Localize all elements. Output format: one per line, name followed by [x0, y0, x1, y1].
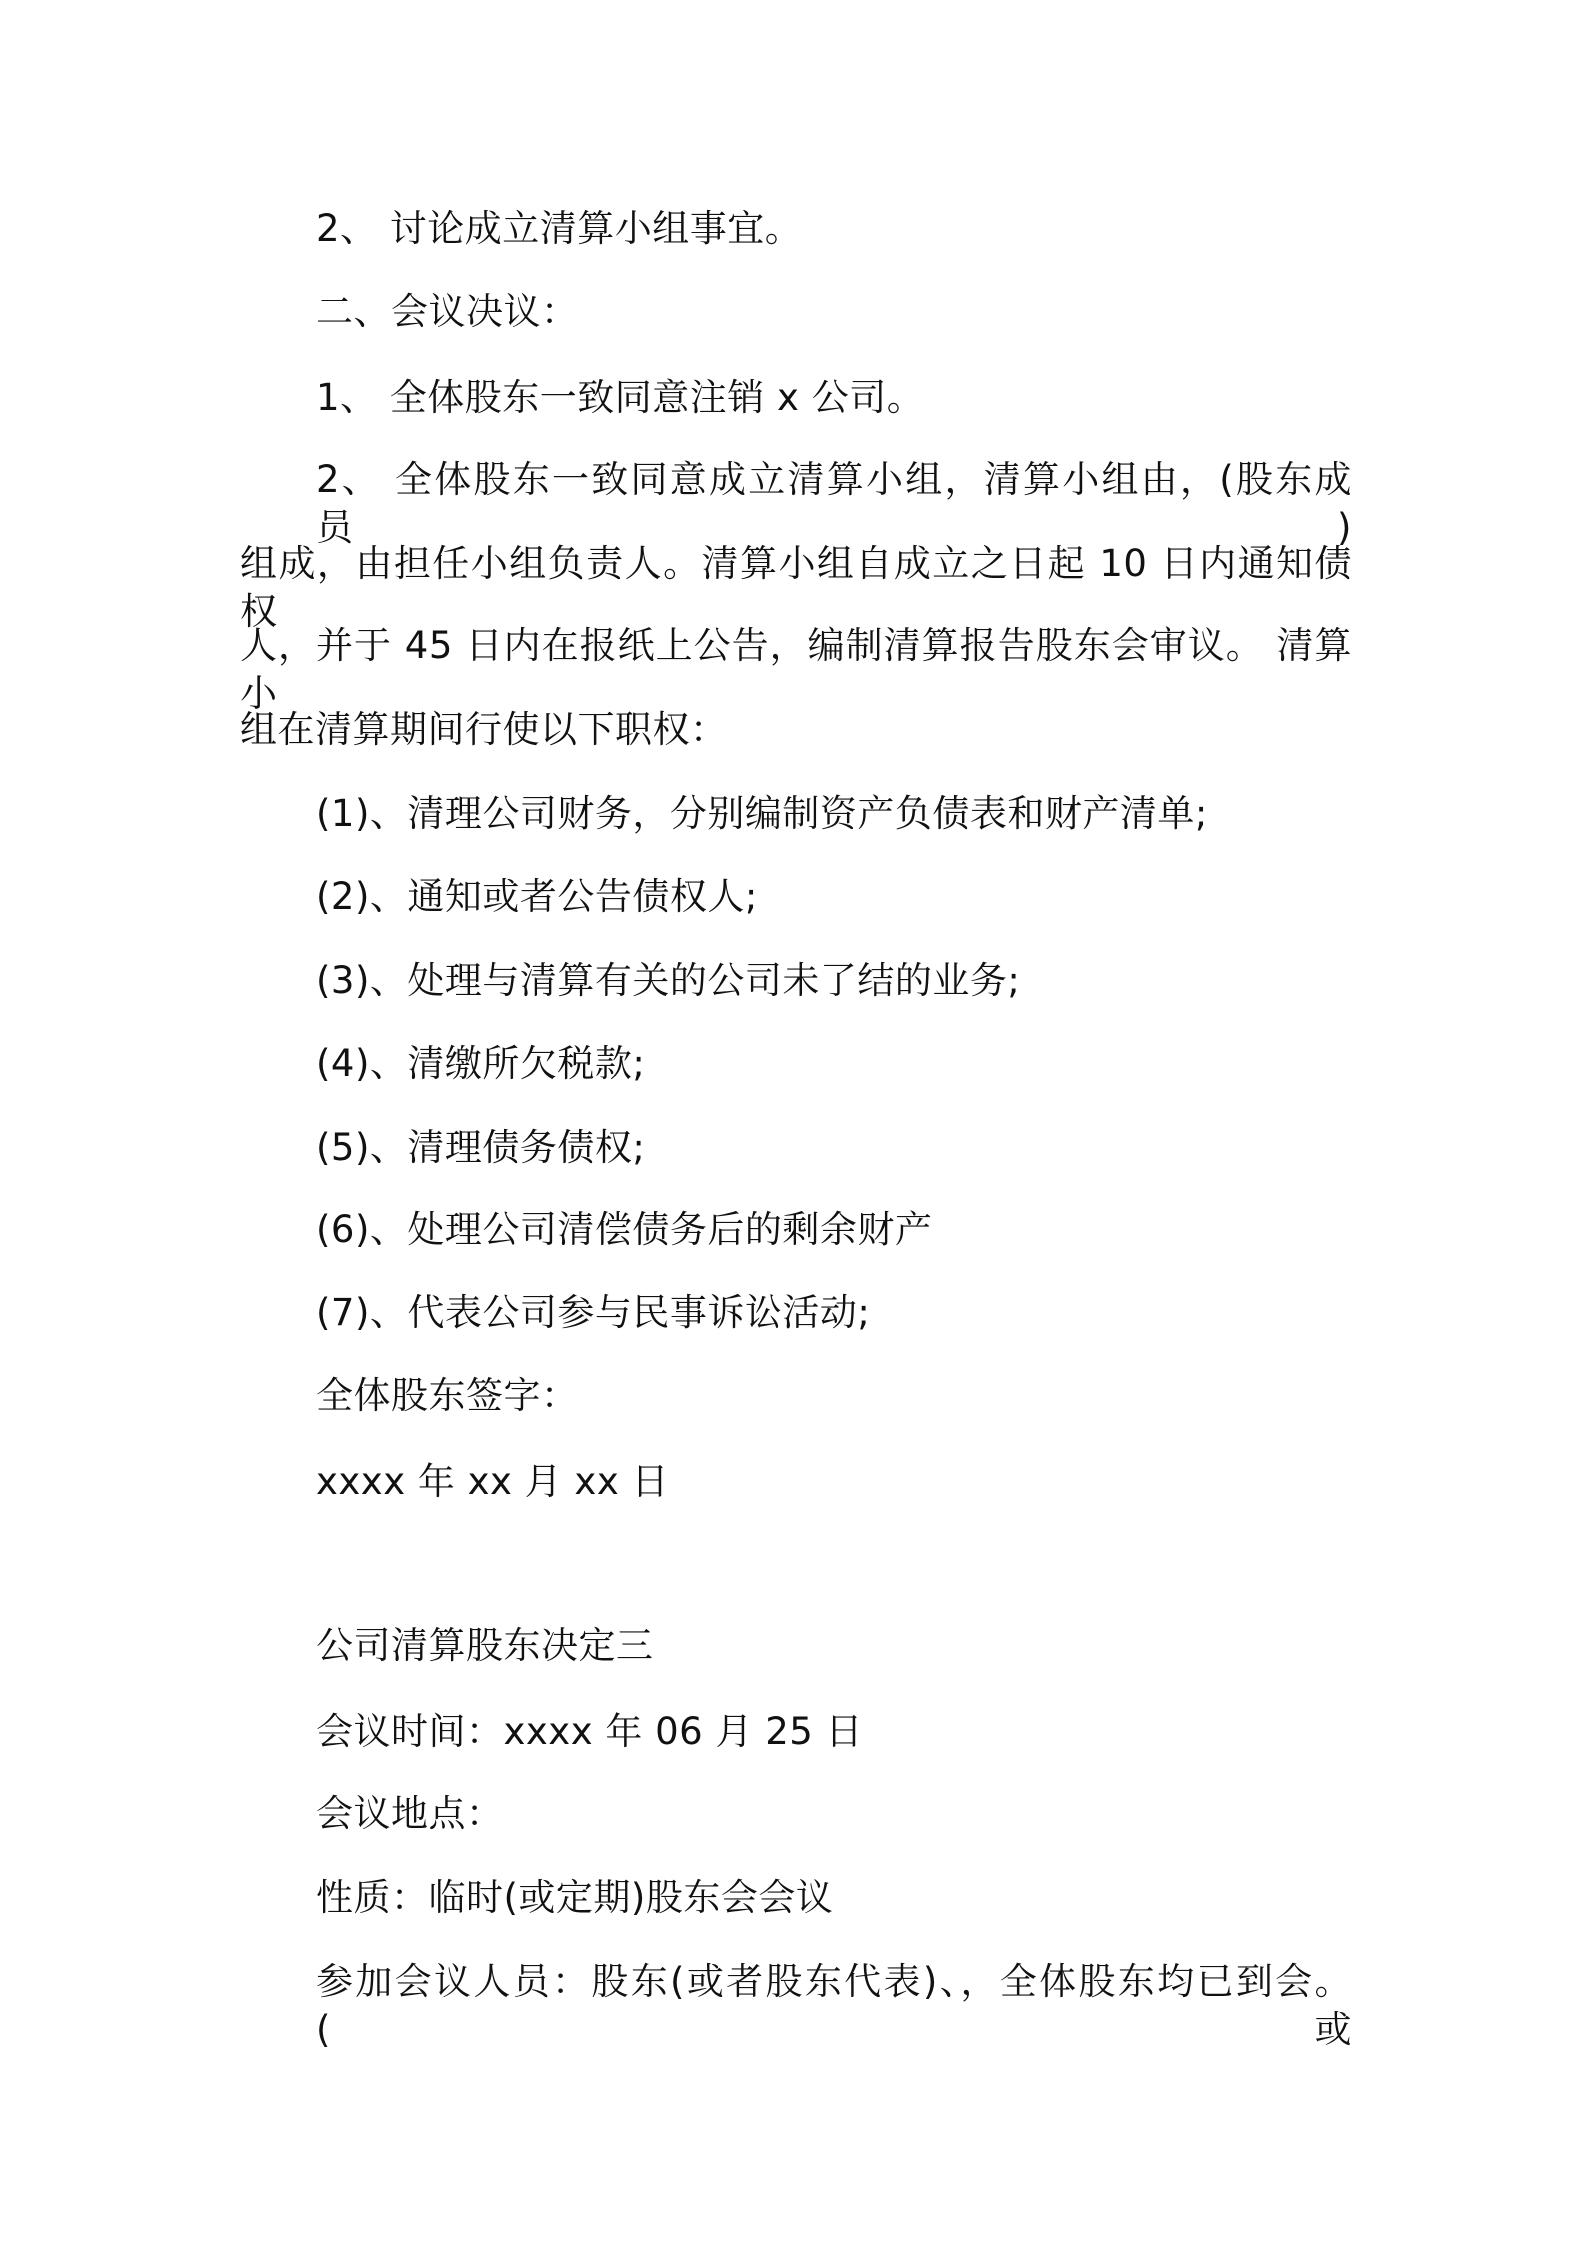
resolution-item-2-line-4: 组在清算期间行使以下职权： — [240, 708, 728, 751]
section-title: 公司清算股东决定三 — [316, 1624, 654, 1667]
shareholder-signature-label: 全体股东签字： — [316, 1374, 579, 1417]
signature-date: xxxx 年 xx 月 xx 日 — [316, 1460, 669, 1503]
section-heading-resolutions: 二、会议决议： — [316, 290, 579, 333]
duty-item-4: (4)、清缴所欠税款; — [316, 1042, 646, 1085]
meeting-nature: 性质：临时(或定期)股东会会议 — [316, 1876, 834, 1919]
resolution-item-1: 1、 全体股东一致同意注销 x 公司。 — [316, 376, 925, 419]
meeting-time: 会议时间：xxxx 年 06 月 25 日 — [316, 1710, 864, 1753]
resolution-item-2-line-2: 组成，由担任小组负责人。清算小组自成立之日起 10 日内通知债权 — [240, 542, 1352, 633]
duty-item-3: (3)、处理与清算有关的公司未了结的业务; — [316, 959, 1021, 1002]
duty-item-5: (5)、清理债务债权; — [316, 1126, 646, 1169]
resolution-item-2-line-1: 2、 全体股东一致同意成立清算小组，清算小组由，(股东成员) — [316, 458, 1352, 549]
meeting-attendees: 参加会议人员：股东(或者股东代表)、，全体股东均已到会。(或 — [316, 1960, 1352, 2051]
duty-item-2: (2)、通知或者公告债权人; — [316, 875, 758, 918]
duty-item-7: (7)、代表公司参与民事诉讼活动; — [316, 1291, 871, 1334]
duty-item-1: (1)、清理公司财务，分别编制资产负债表和财产清单; — [316, 792, 1208, 835]
duty-item-6: (6)、处理公司清偿债务后的剩余财产 — [316, 1208, 933, 1251]
meeting-location: 会议地点： — [316, 1792, 504, 1835]
agenda-item-2: 2、 讨论成立清算小组事宜。 — [316, 207, 803, 250]
resolution-item-2-line-3: 人，并于 45 日内在报纸上公告，编制清算报告股东会审议。 清算小 — [240, 624, 1352, 715]
